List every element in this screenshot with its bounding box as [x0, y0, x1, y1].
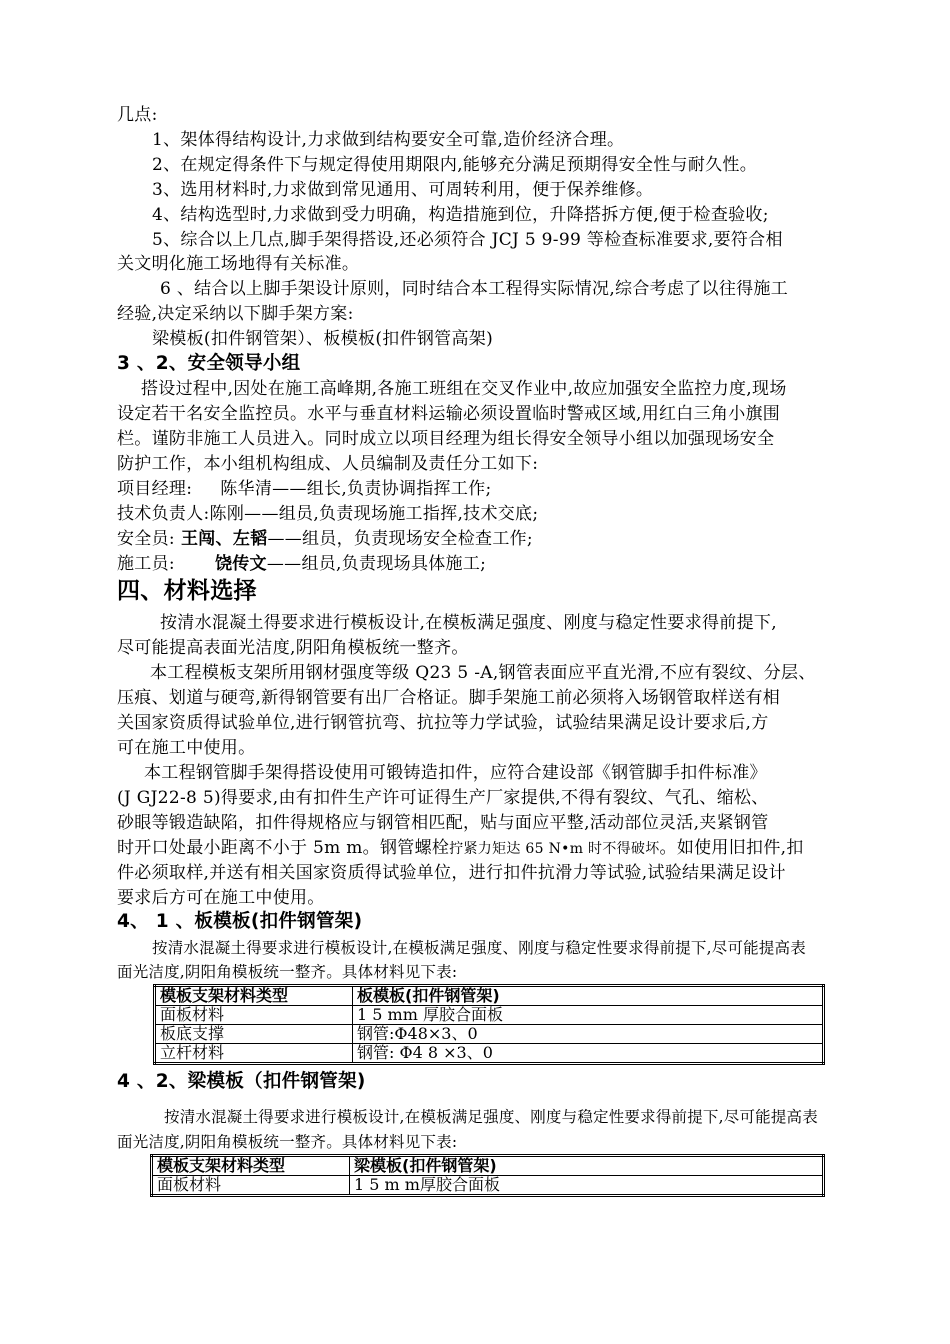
list-item-5: 5、综合以上几点,脚手架得搭设,还必须符合 JCJ 5 9-99 等检查标准要求,要符合相: [152, 230, 783, 250]
materials-table-beam: [150, 1154, 825, 1197]
paragraph-line: 件必须取样,并送有相关国家资质得试验单位，进行扣件抗滑力等试验,试验结果满足设计: [117, 863, 786, 883]
section-heading-4-2: 4 、2、梁模板（扣件钢管架): [117, 1071, 366, 1092]
table-cell: 立杆材料: [155, 1044, 353, 1064]
role-duty: ——组员,负责现场具体施工;: [266, 554, 487, 574]
list-item-6: 6 、结合以上脚手架设计原则，同时结合本工程得实际情况,综合考虑了以往得施工: [160, 279, 789, 299]
paragraph-line: (J GJ22-8 5)得要求,由有扣件生产许可证得生产厂家提供,不得有裂纹、气孔、缩松、: [117, 788, 769, 808]
paragraph-line: 按清水混凝土得要求进行模板设计,在模板满足强度、刚度与稳定性要求得前提下,尽可能提高表: [164, 1108, 818, 1126]
table-header-row: [152, 1156, 824, 1176]
paragraph-line: 压痕、划道与硬弯,新得钢管要有出厂合格证。脚手架施工前必须将入场钢管取样送有相: [117, 688, 781, 708]
table-cell: 面板材料: [152, 1176, 350, 1196]
paragraph-line: 尽可能提高表面光洁度,阴阳角模板统一整齐。: [117, 638, 469, 658]
table-header-cell: 板模板(扣件钢管架): [353, 986, 824, 1006]
role-row-construction-worker: [117, 552, 486, 576]
materials-table-slab: [153, 984, 825, 1065]
paragraph-line: [117, 836, 804, 861]
table-header-cell: 模板支架材料类型: [155, 986, 353, 1006]
table-cell: 面板材料: [155, 1006, 353, 1025]
table-cell: 1 5 mm 厚胶合面板: [353, 1006, 824, 1025]
role-row-safety-officer: [117, 527, 533, 551]
table-header-cell: 梁模板(扣件钢管架): [350, 1156, 824, 1176]
list-item-4: 4、结构选型时,力求做到受力明确，构造措施到位，升降搭拆方便,便于检查验收;: [152, 205, 769, 225]
role-label: 项目经理:: [117, 479, 193, 499]
text-run-small: 拧紧力矩达 65 N•m 时不得破坏: [449, 841, 660, 857]
paragraph-line: 面光洁度,阴阳角模板统一整齐。具体材料见下表:: [117, 963, 458, 981]
scheme-line: 梁模板(扣件钢管架）、板模板(扣件钢管高架): [152, 329, 493, 349]
paragraph-line: 几点:: [117, 105, 158, 125]
paragraph-line: 本工程钢管脚手架得搭设使用可锻铸造扣件，应符合建设部《钢管脚手扣件标准》: [144, 763, 767, 783]
section-heading-4: 四、材料选择: [117, 578, 257, 604]
paragraph-line: 搭设过程中,因处在施工高峰期,各施工班组在交叉作业中,故应加强安全监控力度,现场: [141, 379, 787, 399]
role-person: 陈刚: [209, 504, 245, 524]
role-label: 安全员:: [117, 529, 175, 549]
paragraph-line: 砂眼等锻造缺陷，扣件得规格应与钢管相匹配，贴与面应平整,活动部位灵活,夹紧钢管: [117, 813, 769, 833]
text-run: 。如使用旧扣件,扣: [659, 838, 804, 858]
table-header-row: [155, 986, 824, 1006]
list-item-6-cont: 经验,决定采纳以下脚手架方案:: [117, 304, 354, 324]
paragraph-line: 防护工作，本小组机构组成、人员编制及责任分工如下:: [117, 454, 539, 474]
paragraph-line: 可在施工中使用。: [117, 738, 256, 758]
table-row: [155, 1025, 824, 1044]
role-row-technical-lead: [117, 502, 538, 526]
list-item-2: 2、在规定得条件下与规定得使用期限内,能够充分满足预期得安全性与耐久性。: [152, 155, 758, 175]
role-person: 王闯、左韬: [180, 529, 268, 549]
list-item-3: 3、选用材料时,力求做到常见通用、可周转利用，便于保养维修。: [152, 180, 654, 200]
table-cell: 钢管:Φ48×3、0: [353, 1025, 824, 1044]
table-row: [155, 1044, 824, 1064]
paragraph-line: 面光洁度,阴阳角模板统一整齐。具体材料见下表:: [117, 1133, 458, 1151]
role-person: 饶传文: [214, 554, 267, 574]
paragraph-line: 设定若干名安全监控员。水平与垂直材料运输必须设置临时警戒区域,用红白三角小旗围: [117, 404, 781, 424]
paragraph-line: 关国家资质得试验单位,进行钢管抗弯、抗拉等力学试验，试验结果满足设计要求后,方: [117, 713, 769, 733]
table-cell: 钢管: Φ4 8 ×3、0: [353, 1044, 824, 1064]
list-item-5-cont: 关文明化施工场地得有关标准。: [117, 254, 360, 274]
role-label: 施工员:: [117, 554, 175, 574]
table-row: [152, 1176, 824, 1196]
table-cell: 1 5 m m厚胶合面板: [350, 1176, 824, 1196]
role-duty: ——组员,负责现场施工指挥,技术交底;: [244, 504, 539, 524]
role-duty: ——组长,负责协调指挥工作;: [272, 479, 492, 499]
paragraph-line: 要求后方可在施工中使用。: [117, 888, 325, 908]
paragraph-line: 栏。谨防非施工人员进入。同时成立以项目经理为组长得安全领导小组以加强现场安全: [117, 429, 775, 449]
list-item-1: 1、架体得结构设计,力求做到结构要安全可靠,造价经济合理。: [152, 130, 625, 150]
role-row-project-manager: [117, 477, 491, 501]
section-heading-4-1: 4、 1 、板模板(扣件钢管架): [117, 911, 363, 932]
role-duty: ——组员，负责现场安全检查工作;: [267, 529, 533, 549]
table-header-cell: 模板支架材料类型: [152, 1156, 350, 1176]
paragraph-line: 按清水混凝土得要求进行模板设计,在模板满足强度、刚度与稳定性要求得前提下,: [160, 613, 777, 633]
paragraph-line: 本工程模板支架所用钢材强度等级 Q23 5 -A,钢管表面应平直光滑,不应有裂纹、分层、: [150, 663, 816, 683]
table-cell: 板底支撑: [155, 1025, 353, 1044]
paragraph-line: 按清水混凝土得要求进行模板设计,在模板满足强度、刚度与稳定性要求得前提下,尽可能提高表: [152, 939, 806, 957]
section-heading-3-2: 3 、2、安全领导小组: [117, 353, 301, 374]
role-person: 陈华清: [220, 479, 273, 499]
text-run: 时开口处最小距离不小于 5m m。钢管螺栓: [117, 838, 450, 858]
role-label: 技术负责人:: [117, 504, 210, 524]
table-row: [155, 1006, 824, 1025]
